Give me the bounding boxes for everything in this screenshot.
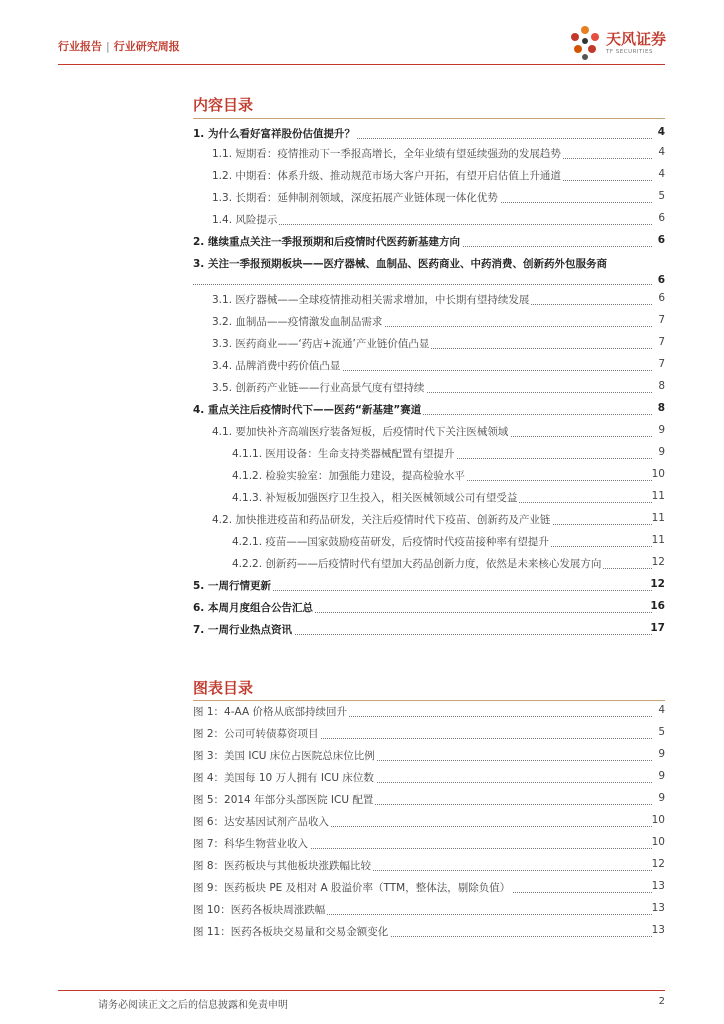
figure-entry-label: 图 5：2014 年部分头部医院 ICU 配置	[193, 794, 374, 806]
toc-entry-page: 6	[657, 234, 665, 246]
header-separator: |	[106, 40, 110, 53]
figures-title: 图表目录	[193, 679, 254, 697]
figure-entry-page: 13	[651, 902, 665, 914]
toc-entry-page: 5	[658, 190, 665, 202]
toc-entry[interactable]	[0, 512, 724, 532]
toc-entry-label: 3.5. 创新药产业链——行业高景气度有望持续	[212, 382, 425, 394]
figure-entry[interactable]	[0, 880, 724, 900]
toc-entry-page: 8	[657, 402, 665, 414]
figure-entry-label: 图 1：4-AA 价格从底部持续回升	[193, 706, 347, 718]
figure-entry-label: 图 11：医药各板块交易量和交易金额变化	[193, 926, 389, 938]
header-rule	[58, 64, 665, 65]
header-right: 行业研究周报	[113, 40, 180, 53]
figure-entry[interactable]	[0, 704, 724, 724]
toc-entry-page: 16	[650, 600, 665, 612]
disclaimer-text: 请务必阅读正文之后的信息披露和免责申明	[98, 1000, 288, 1011]
figure-entry-page: 5	[658, 726, 665, 738]
toc-entry[interactable]	[0, 146, 724, 166]
toc-entry-label: 1.3. 长期看：延伸制剂领域，深度拓展产业链体现一体化优势	[212, 192, 498, 204]
toc-entry-page: 11	[651, 512, 665, 524]
toc-leader-dots	[242, 224, 652, 225]
figure-entry-page: 10	[651, 814, 665, 826]
toc-entry-page: 10	[651, 468, 665, 480]
toc-entry-page: 6	[658, 212, 665, 224]
toc-entry-label: 4.2. 加快推进疫苗和药品研发，关注后疫情时代下疫苗、创新药及产业链	[212, 514, 551, 526]
page-number: 2	[658, 996, 665, 1007]
toc-entry-label: 2. 继续重点关注一季报预期和后疫情时代医药新基建方向	[193, 236, 460, 248]
company-logo	[566, 22, 676, 68]
toc-entry[interactable]	[0, 336, 724, 356]
toc-entry-page: 8	[658, 380, 665, 392]
figure-entry[interactable]	[0, 902, 724, 922]
figure-entry[interactable]	[0, 858, 724, 878]
toc-entry[interactable]	[0, 190, 724, 210]
toc-entry[interactable]	[0, 168, 724, 188]
toc-entry-page: 9	[658, 424, 665, 436]
toc-entry[interactable]	[0, 126, 724, 146]
toc-entry-page: 4	[658, 168, 665, 180]
toc-entry[interactable]	[0, 622, 724, 642]
figure-entry-label: 图 7：科华生物营业收入	[193, 838, 309, 850]
toc-entry-page: 9	[658, 446, 665, 458]
toc-entry-page: 12	[650, 578, 665, 590]
toc-entry[interactable]	[0, 292, 724, 312]
toc-entry-label: 4.1.2. 检验实验室：加强能力建设，提高检验水平	[232, 470, 465, 482]
toc-entry[interactable]	[0, 314, 724, 334]
toc-entry-label: 1.4. 风险提示	[212, 214, 278, 226]
toc-entry-page: 11	[651, 534, 665, 546]
figure-entry[interactable]	[0, 748, 724, 768]
toc-entry[interactable]	[0, 556, 724, 576]
figure-entry-page: 12	[651, 858, 665, 870]
toc-entry-page: 11	[651, 490, 665, 502]
figure-entry[interactable]	[0, 770, 724, 790]
toc-entry[interactable]	[0, 578, 724, 598]
toc-entry[interactable]	[0, 490, 724, 510]
figure-entry-page: 9	[658, 792, 665, 804]
toc-entry[interactable]	[0, 468, 724, 488]
figure-entry[interactable]	[0, 814, 724, 834]
figure-entry[interactable]	[0, 792, 724, 812]
header-left: 行业报告	[58, 40, 102, 53]
toc-entry-label: 4.1. 要加快补齐高端医疗装备短板，后疫情时代下关注医械领域	[212, 426, 509, 438]
figure-entry-page: 13	[651, 880, 665, 892]
figure-entry-label: 图 10：医药各板块周涨跌幅	[193, 904, 326, 916]
toc-entry-label: 4.2.2. 创新药——后疫情时代有望加大药品创新力度，依然是未来核心发展方向	[232, 558, 602, 570]
toc-entry[interactable]	[0, 256, 724, 292]
toc-entry-label: 3.2. 血制品——疫情激发血制品需求	[212, 316, 383, 328]
toc-entry-label: 7. 一周行业热点资讯	[193, 624, 292, 636]
figure-entry-label: 图 3：美国 ICU 床位占医院总床位比例	[193, 750, 375, 762]
toc-entry-page: 4	[658, 146, 665, 158]
toc-entry-label: 3.1. 医疗器械——全球疫情推动相关需求增加，中长期有望持续发展	[212, 294, 530, 306]
toc-leader-dots	[223, 590, 652, 591]
toc-entry-label: 6. 本周月度组合公告汇总	[193, 602, 313, 614]
toc-entry[interactable]	[0, 358, 724, 378]
toc-entry[interactable]	[0, 600, 724, 620]
figure-entry-label: 图 8：医药板块与其他板块涨跌幅比较	[193, 860, 372, 872]
toc-title-rule	[193, 118, 665, 119]
flower-logo-icon	[566, 22, 604, 64]
figure-entry[interactable]	[0, 726, 724, 746]
figure-entry-label: 图 6：达安基因试剂产品收入	[193, 816, 330, 828]
toc-entry[interactable]	[0, 402, 724, 422]
toc-entry-page: 7	[658, 336, 665, 348]
figure-entry[interactable]	[0, 924, 724, 944]
figure-entry-page: 13	[651, 924, 665, 936]
figure-entry-label: 图 2：公司可转债募资项目	[193, 728, 319, 740]
figure-entry[interactable]	[0, 836, 724, 856]
report-category	[58, 38, 180, 54]
toc-entry-label: 1. 为什么看好富祥股份估值提升？	[193, 128, 355, 140]
figure-entry-page: 10	[651, 836, 665, 848]
toc-entry[interactable]	[0, 424, 724, 444]
figure-entry-page: 4	[658, 704, 665, 716]
figure-entry-label: 图 4：美国每 10 万人拥有 ICU 床位数	[193, 772, 374, 784]
toc-entry-label: 1.1. 短期看：疫情推动下一季报高增长，全年业绩有望延续强劲的发展趋势	[212, 148, 561, 160]
toc-entry-label: 5. 一周行情更新	[193, 580, 271, 592]
logo-subtitle: TF SECURITIES	[606, 49, 653, 55]
footer-rule	[58, 990, 665, 991]
toc-entry-page: 6	[658, 292, 665, 304]
toc-entry-page: 6	[657, 274, 665, 286]
toc-entry-label: 4. 重点关注后疫情时代下——医药“新基建”赛道	[193, 404, 422, 416]
toc-entry-label: 4.2.1. 疫苗——国家鼓励疫苗研发，后疫情时代疫苗接种率有望提升	[232, 536, 549, 548]
toc-entry[interactable]	[0, 534, 724, 554]
toc-leader-dots	[193, 284, 652, 285]
toc-entry-label: 3. 关注一季报预期板块——医疗器械、血制品、医药商业、中药消费、创新药外包服务商	[193, 258, 607, 270]
logo-name: 天风证券	[606, 30, 667, 48]
toc-title: 内容目录	[193, 96, 254, 114]
toc-entry-label: 4.1.1. 医用设备：生命支持类器械配置有望提升	[232, 448, 455, 460]
figure-entry-page: 9	[658, 770, 665, 782]
toc-entry[interactable]	[0, 446, 724, 466]
toc-entry-page: 7	[658, 358, 665, 370]
figure-entry-page: 9	[658, 748, 665, 760]
toc-entry-page: 7	[658, 314, 665, 326]
toc-entry-page: 4	[657, 126, 665, 138]
toc-entry-label: 1.2. 中期看：体系升级、推动规范市场大客户开拓，有望开启估值上升通道	[212, 170, 561, 182]
toc-entry[interactable]	[0, 212, 724, 232]
figures-title-rule	[193, 700, 665, 701]
toc-entry[interactable]	[0, 234, 724, 254]
toc-entry-page: 12	[651, 556, 665, 568]
toc-entry-label: 3.3. 医药商业——‘药店+流通’产业链价值凸显	[212, 338, 430, 350]
toc-entry[interactable]	[0, 380, 724, 400]
toc-entry-label: 4.1.3. 补短板加强医疗卫生投入，相关医械领域公司有望受益	[232, 492, 518, 504]
figure-entry-label: 图 9：医药板块 PE 及相对 A 股溢价率（TTM，整体法，剔除负值）	[193, 882, 511, 894]
toc-entry-page: 17	[650, 622, 665, 634]
toc-entry-label: 3.4. 品牌消费中药价值凸显	[212, 360, 341, 372]
